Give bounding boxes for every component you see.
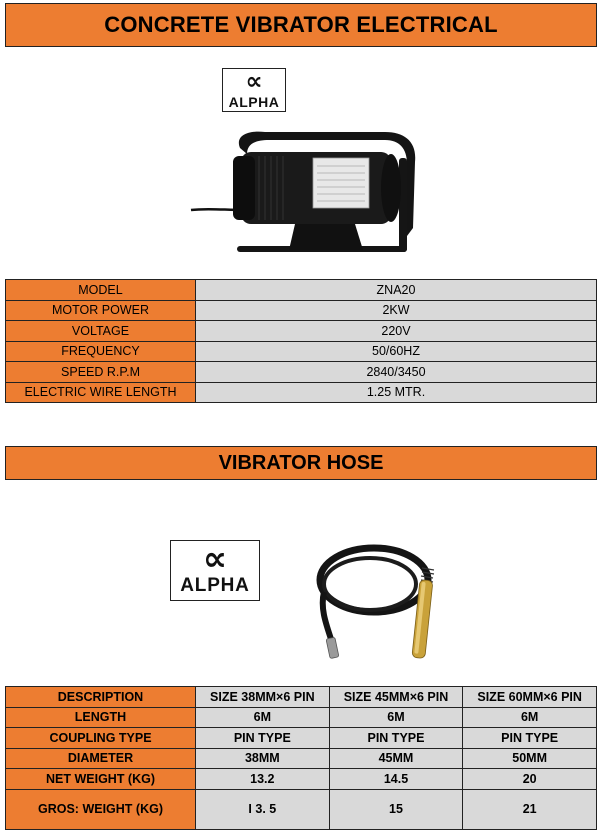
nameplate-icon <box>313 158 369 208</box>
row-label: GROS: WEIGHT (KG) <box>6 789 196 829</box>
cell-value: 45MM <box>329 748 463 769</box>
row-label: LENGTH <box>6 707 196 728</box>
spec-value: 50/60HZ <box>196 341 597 362</box>
cell-value: 6M <box>329 707 463 728</box>
alpha-logo-text: ALPHA <box>180 575 250 596</box>
spec-label: MODEL <box>6 280 196 301</box>
cell-value: 6M <box>463 707 597 728</box>
column-header: SIZE 38MM×6 PIN <box>196 687 330 708</box>
spec-value: 2KW <box>196 300 597 321</box>
cell-value: 6M <box>196 707 330 728</box>
cell-value: PIN TYPE <box>463 728 597 749</box>
column-header: DESCRIPTION <box>6 687 196 708</box>
cell-value: 50MM <box>463 748 597 769</box>
section-title-vibrator-hose: VIBRATOR HOSE <box>5 446 597 480</box>
table-row <box>6 748 597 769</box>
spec-value: 2840/3450 <box>196 362 597 383</box>
cell-value: 13.2 <box>196 769 330 790</box>
spec-label: MOTOR POWER <box>6 300 196 321</box>
table-row <box>6 382 597 403</box>
cell-value: PIN TYPE <box>196 728 330 749</box>
table-row <box>6 362 597 383</box>
table-row <box>6 728 597 749</box>
row-label: DIAMETER <box>6 748 196 769</box>
cell-value: 20 <box>463 769 597 790</box>
spec-value: 1.25 MTR. <box>196 382 597 403</box>
cell-value: 15 <box>329 789 463 829</box>
motor-spec-table <box>5 279 597 403</box>
spec-label: VOLTAGE <box>6 321 196 342</box>
row-label: NET WEIGHT (KG) <box>6 769 196 790</box>
spec-label: ELECTRIC WIRE LENGTH <box>6 382 196 403</box>
spec-label: SPEED R.P.M <box>6 362 196 383</box>
row-label: COUPLING TYPE <box>6 728 196 749</box>
spec-value: 220V <box>196 321 597 342</box>
table-row <box>6 707 597 728</box>
cell-value: PIN TYPE <box>329 728 463 749</box>
section-title-concrete-vibrator: CONCRETE VIBRATOR ELECTRICAL <box>5 3 597 47</box>
motor-stand-icon <box>289 224 363 250</box>
column-header: SIZE 60MM×6 PIN <box>463 687 597 708</box>
table-row <box>6 321 597 342</box>
table-row <box>6 769 597 790</box>
table-row <box>6 280 597 301</box>
table-row <box>6 789 597 829</box>
table-row <box>6 300 597 321</box>
column-header: SIZE 45MM×6 PIN <box>329 687 463 708</box>
alpha-logo-glyph: ∝ <box>245 68 263 95</box>
vibrator-motor-photo <box>185 118 425 268</box>
spec-value: ZNA20 <box>196 280 597 301</box>
spec-label: FREQUENCY <box>6 341 196 362</box>
table-row <box>6 341 597 362</box>
alpha-logo-text: ALPHA <box>228 94 280 110</box>
table-header-row <box>6 687 597 708</box>
alpha-logo-glyph: ∝ <box>202 540 228 578</box>
cell-value: 38MM <box>196 748 330 769</box>
hose-spec-table <box>5 686 597 830</box>
alpha-logo <box>222 68 286 112</box>
cell-value: 14.5 <box>329 769 463 790</box>
alpha-logo <box>170 540 260 601</box>
cell-value: 21 <box>463 789 597 829</box>
cell-value: I 3. 5 <box>196 789 330 829</box>
vibrator-hose-photo <box>310 538 446 666</box>
coupling-icon <box>326 637 339 658</box>
